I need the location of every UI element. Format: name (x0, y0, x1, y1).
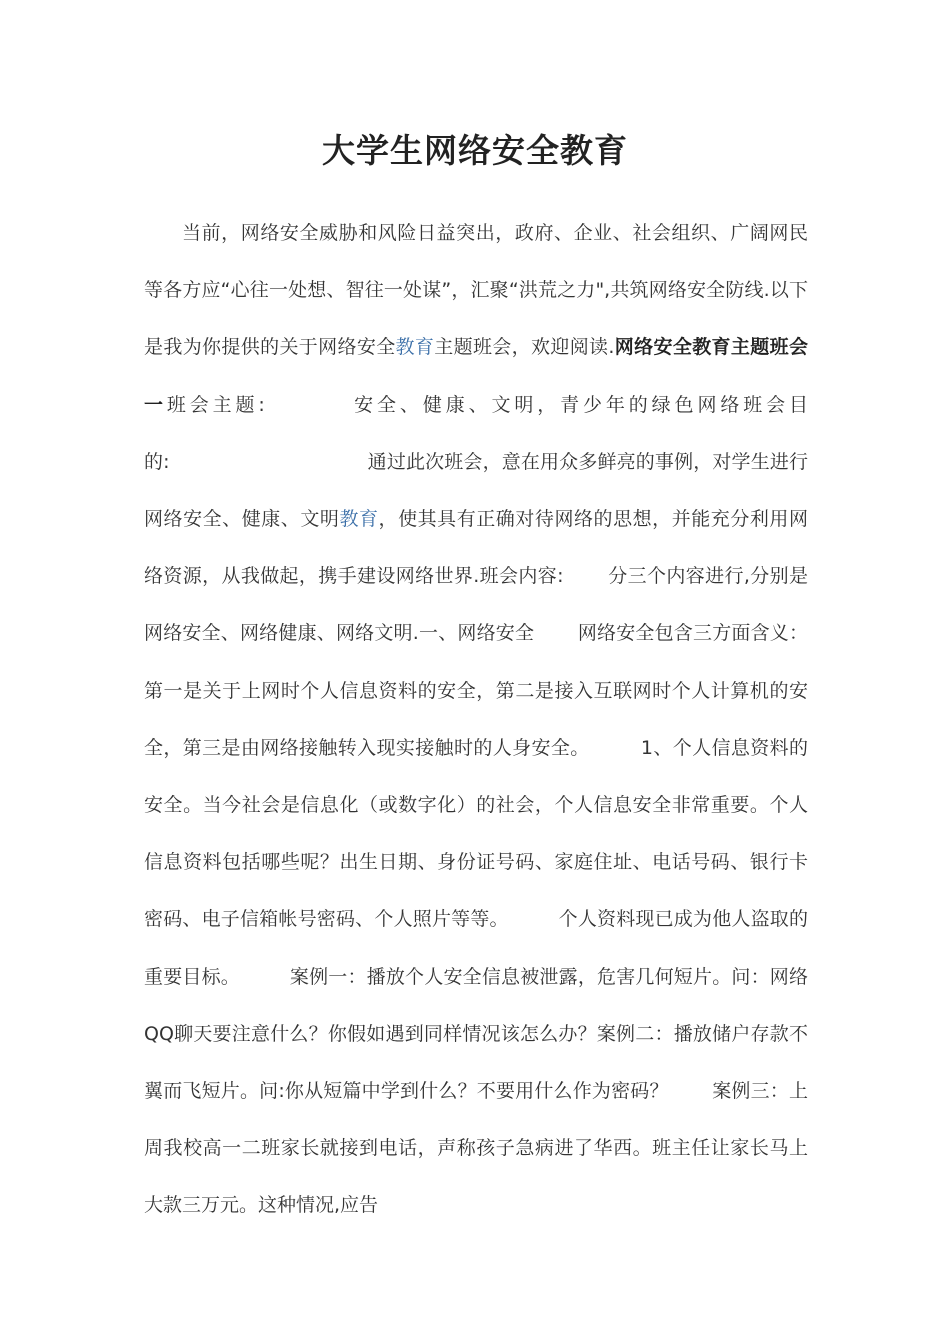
document-title: 大学生网络安全教育 (322, 131, 628, 170)
paragraph-text: 班会主题: 安全、健康、文明，青少年的绿色网络班会目的: 通过此次班会，意在用众多鲜亮的事例，对学生进行网络安全、健康、文明 (144, 393, 808, 531)
education-link[interactable]: 教育 (395, 336, 435, 359)
paragraph-text: 主题班会，欢迎阅读. (434, 336, 615, 359)
education-link[interactable]: 教育 (692, 336, 731, 359)
section-heading-text: 网络安全 (614, 336, 693, 359)
paragraph-text: ，使其具有正确对待网络的思想，并能充分利用网络资源，从我做起，携手建设网络世界.班会内容: 分三个内容进行,分别是网络安全、网络健康、网络文明.一、网络安全 网络安全包含三方面含义：第一是关于上网时个人信息资料的安全，第二是接入互联网时个人计算机的安全，第三是由网络接触转入现实接触时的人身安全。 1、个人信息资料的安全。当今社会是信息化（或数字化）的社会，个人信息安全非常重要。个人信息资料包括哪些呢？出生日期、身份证号码、家庭住址、电话号码、银行卡密码、电子信箱帐号密码、个人照片等等。 个人资料现已成为他人盗取的重要目标。 案例一：播放个人安全信息被泄露，危害几何短片。问：网络QQ聊天要注意什么？你假如遇到同样情况该怎么办？案例二：播放储户存款不翼而飞短片。问:你从短篇中学到什么？不要用什么作为密码？ 案例三：上周我校高一二班家长就接到电话，声称孩子急病进了华西。班主任让家长马上大款三万元。这种情况,应告 (144, 508, 808, 1217)
body-paragraph (144, 205, 808, 1235)
section-heading-text: 主题班会一 (144, 336, 808, 416)
paragraph-text: 当前，网络安全威胁和风险日益突出，政府、企业、社会组织、广阔网民等各方应“心往一处想、智往一处谋”，汇聚“洪荒之力",共筑网络安全防线.以下是我为你提供的关于网络安全 (144, 222, 808, 359)
education-link[interactable]: 教育 (339, 508, 379, 531)
